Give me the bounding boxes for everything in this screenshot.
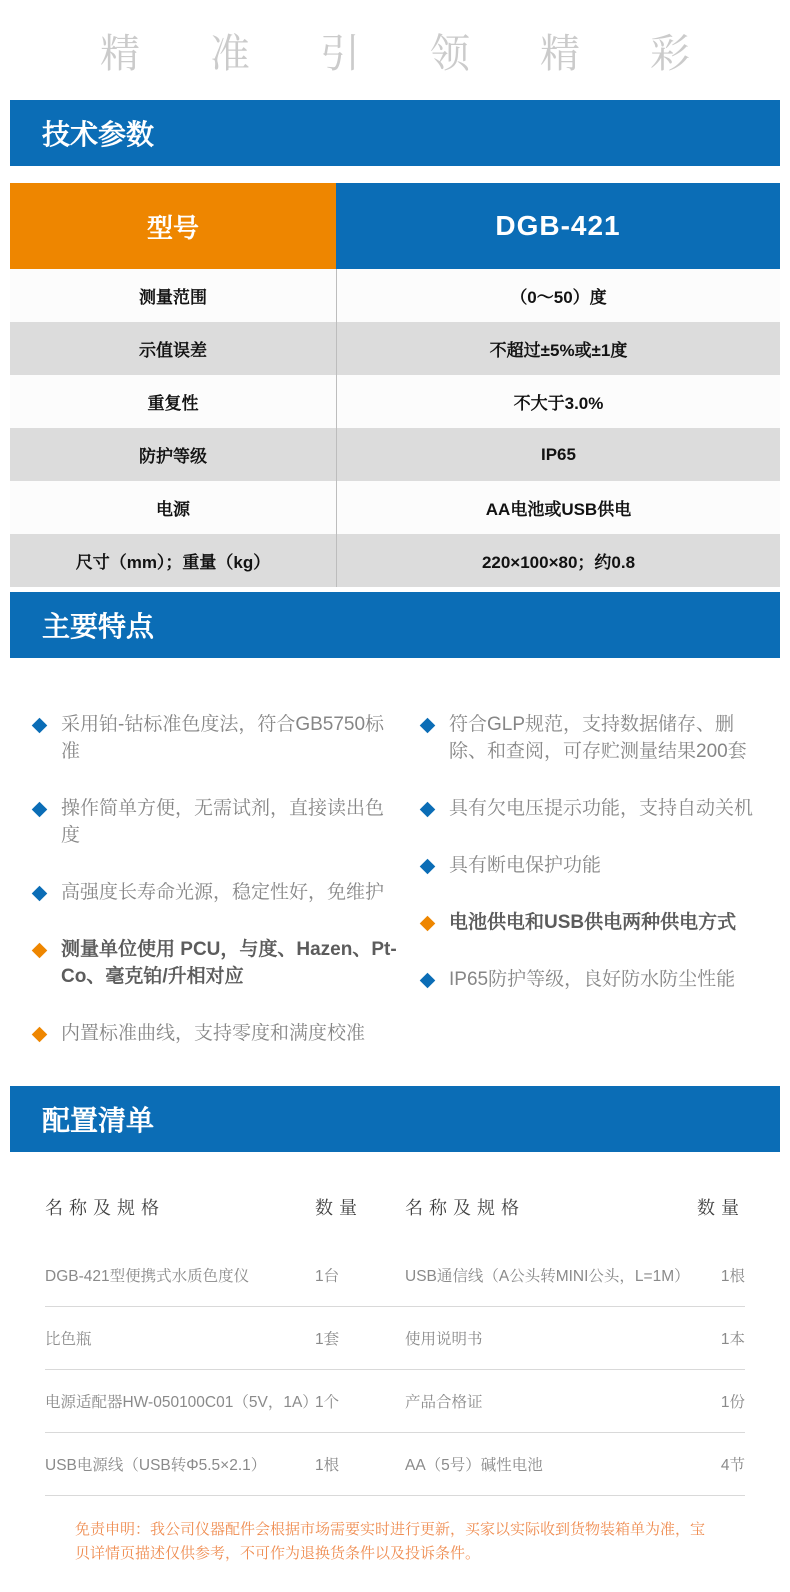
item-qty: 1本 bbox=[720, 1330, 745, 1348]
table-row bbox=[10, 322, 780, 375]
spec-value: 220×100×80；约0.8 bbox=[336, 534, 780, 587]
watermark-slogan: 精准引领精彩 bbox=[100, 31, 760, 76]
table-row bbox=[10, 534, 780, 587]
features-title-text: 主要特点 bbox=[42, 611, 155, 642]
table-row bbox=[10, 375, 780, 428]
orange-diamond-icon bbox=[32, 943, 48, 959]
section-title-config bbox=[10, 1086, 780, 1152]
feature-text: 操作简单方便，无需试剂，直接读出色度 bbox=[61, 797, 385, 846]
spec-label: 测量范围 bbox=[139, 288, 207, 307]
config-title-text: 配置清单 bbox=[42, 1104, 155, 1136]
item-qty: 1根 bbox=[315, 1456, 340, 1474]
spec-table-header bbox=[10, 183, 780, 269]
table-row bbox=[10, 269, 780, 322]
spec-label: 电源 bbox=[156, 500, 190, 519]
item-name: USB通信线（A公头转MINI公头，L=1M） bbox=[405, 1267, 690, 1285]
item-name: 比色瓶 bbox=[45, 1330, 92, 1348]
blue-diamond-icon bbox=[420, 973, 436, 989]
item-name: DGB-421型便携式水质色度仪 bbox=[45, 1267, 250, 1285]
list-item bbox=[416, 796, 762, 823]
list-item bbox=[416, 910, 762, 937]
spec-value: AA电池或USB供电 bbox=[336, 481, 780, 534]
spec-value: 不超过±5%或±1度 bbox=[336, 322, 780, 375]
column-header-qty: 数量 bbox=[315, 1197, 363, 1218]
spec-label: 尺寸（mm）；重量（kg） bbox=[75, 553, 271, 572]
list-item bbox=[28, 712, 400, 766]
blue-diamond-icon bbox=[420, 859, 436, 875]
section-title-features bbox=[10, 592, 780, 658]
spec-value: 不大于3.0% bbox=[336, 375, 780, 428]
blue-diamond-icon bbox=[32, 718, 48, 734]
spec-label: 示值误差 bbox=[139, 341, 207, 360]
item-qty: 1个 bbox=[315, 1393, 340, 1411]
spec-label: 重复性 bbox=[147, 394, 199, 413]
item-qty: 1套 bbox=[315, 1330, 340, 1348]
item-name: 产品合格证 bbox=[405, 1393, 483, 1411]
blue-diamond-icon bbox=[420, 802, 436, 818]
feature-text: 具有断电保护功能 bbox=[449, 854, 602, 876]
feature-text: 内置标准曲线，支持零度和满度校准 bbox=[61, 1022, 366, 1044]
disclaimer-text: 免责申明：我公司仪器配件会根据市场需要实时进行更新，买家以实际收到货物装箱单为准，宝贝详情页描述仅供参考，不可作为退换货条件以及投诉条件。 bbox=[75, 1520, 706, 1562]
item-name: 使用说明书 bbox=[405, 1330, 483, 1348]
feature-text: 具有欠电压提示功能，支持自动关机 bbox=[449, 797, 754, 819]
features-list bbox=[0, 658, 790, 1078]
list-item bbox=[416, 967, 762, 994]
column-header-name: 名称及规格 bbox=[405, 1197, 525, 1218]
item-qty: 1台 bbox=[315, 1267, 340, 1285]
blue-diamond-icon bbox=[420, 718, 436, 734]
orange-diamond-icon bbox=[420, 916, 436, 932]
blue-diamond-icon bbox=[32, 886, 48, 902]
feature-text: 电池供电和USB供电两种供电方式 bbox=[449, 911, 737, 933]
item-name: 电源适配器HW-050100C01（5V，1A） bbox=[45, 1393, 318, 1411]
feature-text: 采用铂-钴标准色度法，符合GB5750标准 bbox=[61, 714, 385, 762]
spec-value: （0～50）度 bbox=[336, 269, 780, 322]
list-item bbox=[28, 796, 400, 850]
column-header-qty: 数量 bbox=[697, 1197, 745, 1218]
list-item bbox=[416, 712, 762, 766]
list-item bbox=[28, 937, 400, 991]
table-row bbox=[10, 481, 780, 534]
features-column-right bbox=[400, 712, 762, 1078]
spec-header-model-label: 型号 bbox=[10, 183, 336, 269]
spec-table bbox=[10, 183, 780, 587]
table-row bbox=[45, 1244, 745, 1307]
spec-label: 防护等级 bbox=[139, 447, 207, 466]
spec-value: IP65 bbox=[336, 428, 780, 481]
table-row bbox=[45, 1433, 745, 1496]
column-header-name: 名称及规格 bbox=[45, 1197, 165, 1218]
list-item bbox=[28, 880, 400, 907]
config-table-header bbox=[45, 1152, 745, 1244]
feature-text: IP65防护等级，良好防水防尘性能 bbox=[449, 968, 736, 990]
section-title-specs bbox=[10, 100, 780, 166]
item-name: AA（5号）碱性电池 bbox=[405, 1456, 543, 1474]
blue-diamond-icon bbox=[32, 802, 48, 818]
table-row bbox=[45, 1307, 745, 1370]
item-qty: 4节 bbox=[720, 1456, 745, 1474]
feature-text: 符合GLP规范，支持数据储存、删除、和查阅，可存贮测量结果200套 bbox=[449, 714, 747, 762]
specs-title-text: 技术参数 bbox=[42, 119, 155, 150]
item-name: USB电源线（USB转Φ5.5×2.1） bbox=[45, 1456, 267, 1474]
orange-diamond-icon bbox=[32, 1027, 48, 1043]
feature-text: 高强度长寿命光源，稳定性好，免维护 bbox=[61, 881, 385, 903]
config-table bbox=[10, 1152, 780, 1496]
list-item bbox=[416, 853, 762, 880]
item-qty: 1份 bbox=[720, 1393, 745, 1411]
spec-header-model-value: DGB-421 bbox=[336, 183, 780, 269]
item-qty: 1根 bbox=[720, 1267, 745, 1285]
features-column-left bbox=[28, 712, 400, 1078]
list-item bbox=[28, 1021, 400, 1048]
table-row bbox=[10, 428, 780, 481]
table-row bbox=[45, 1370, 745, 1433]
feature-text: 测量单位使用 PCU，与度、Hazen、Pt-Co、毫克铂/升相对应 bbox=[61, 938, 397, 987]
